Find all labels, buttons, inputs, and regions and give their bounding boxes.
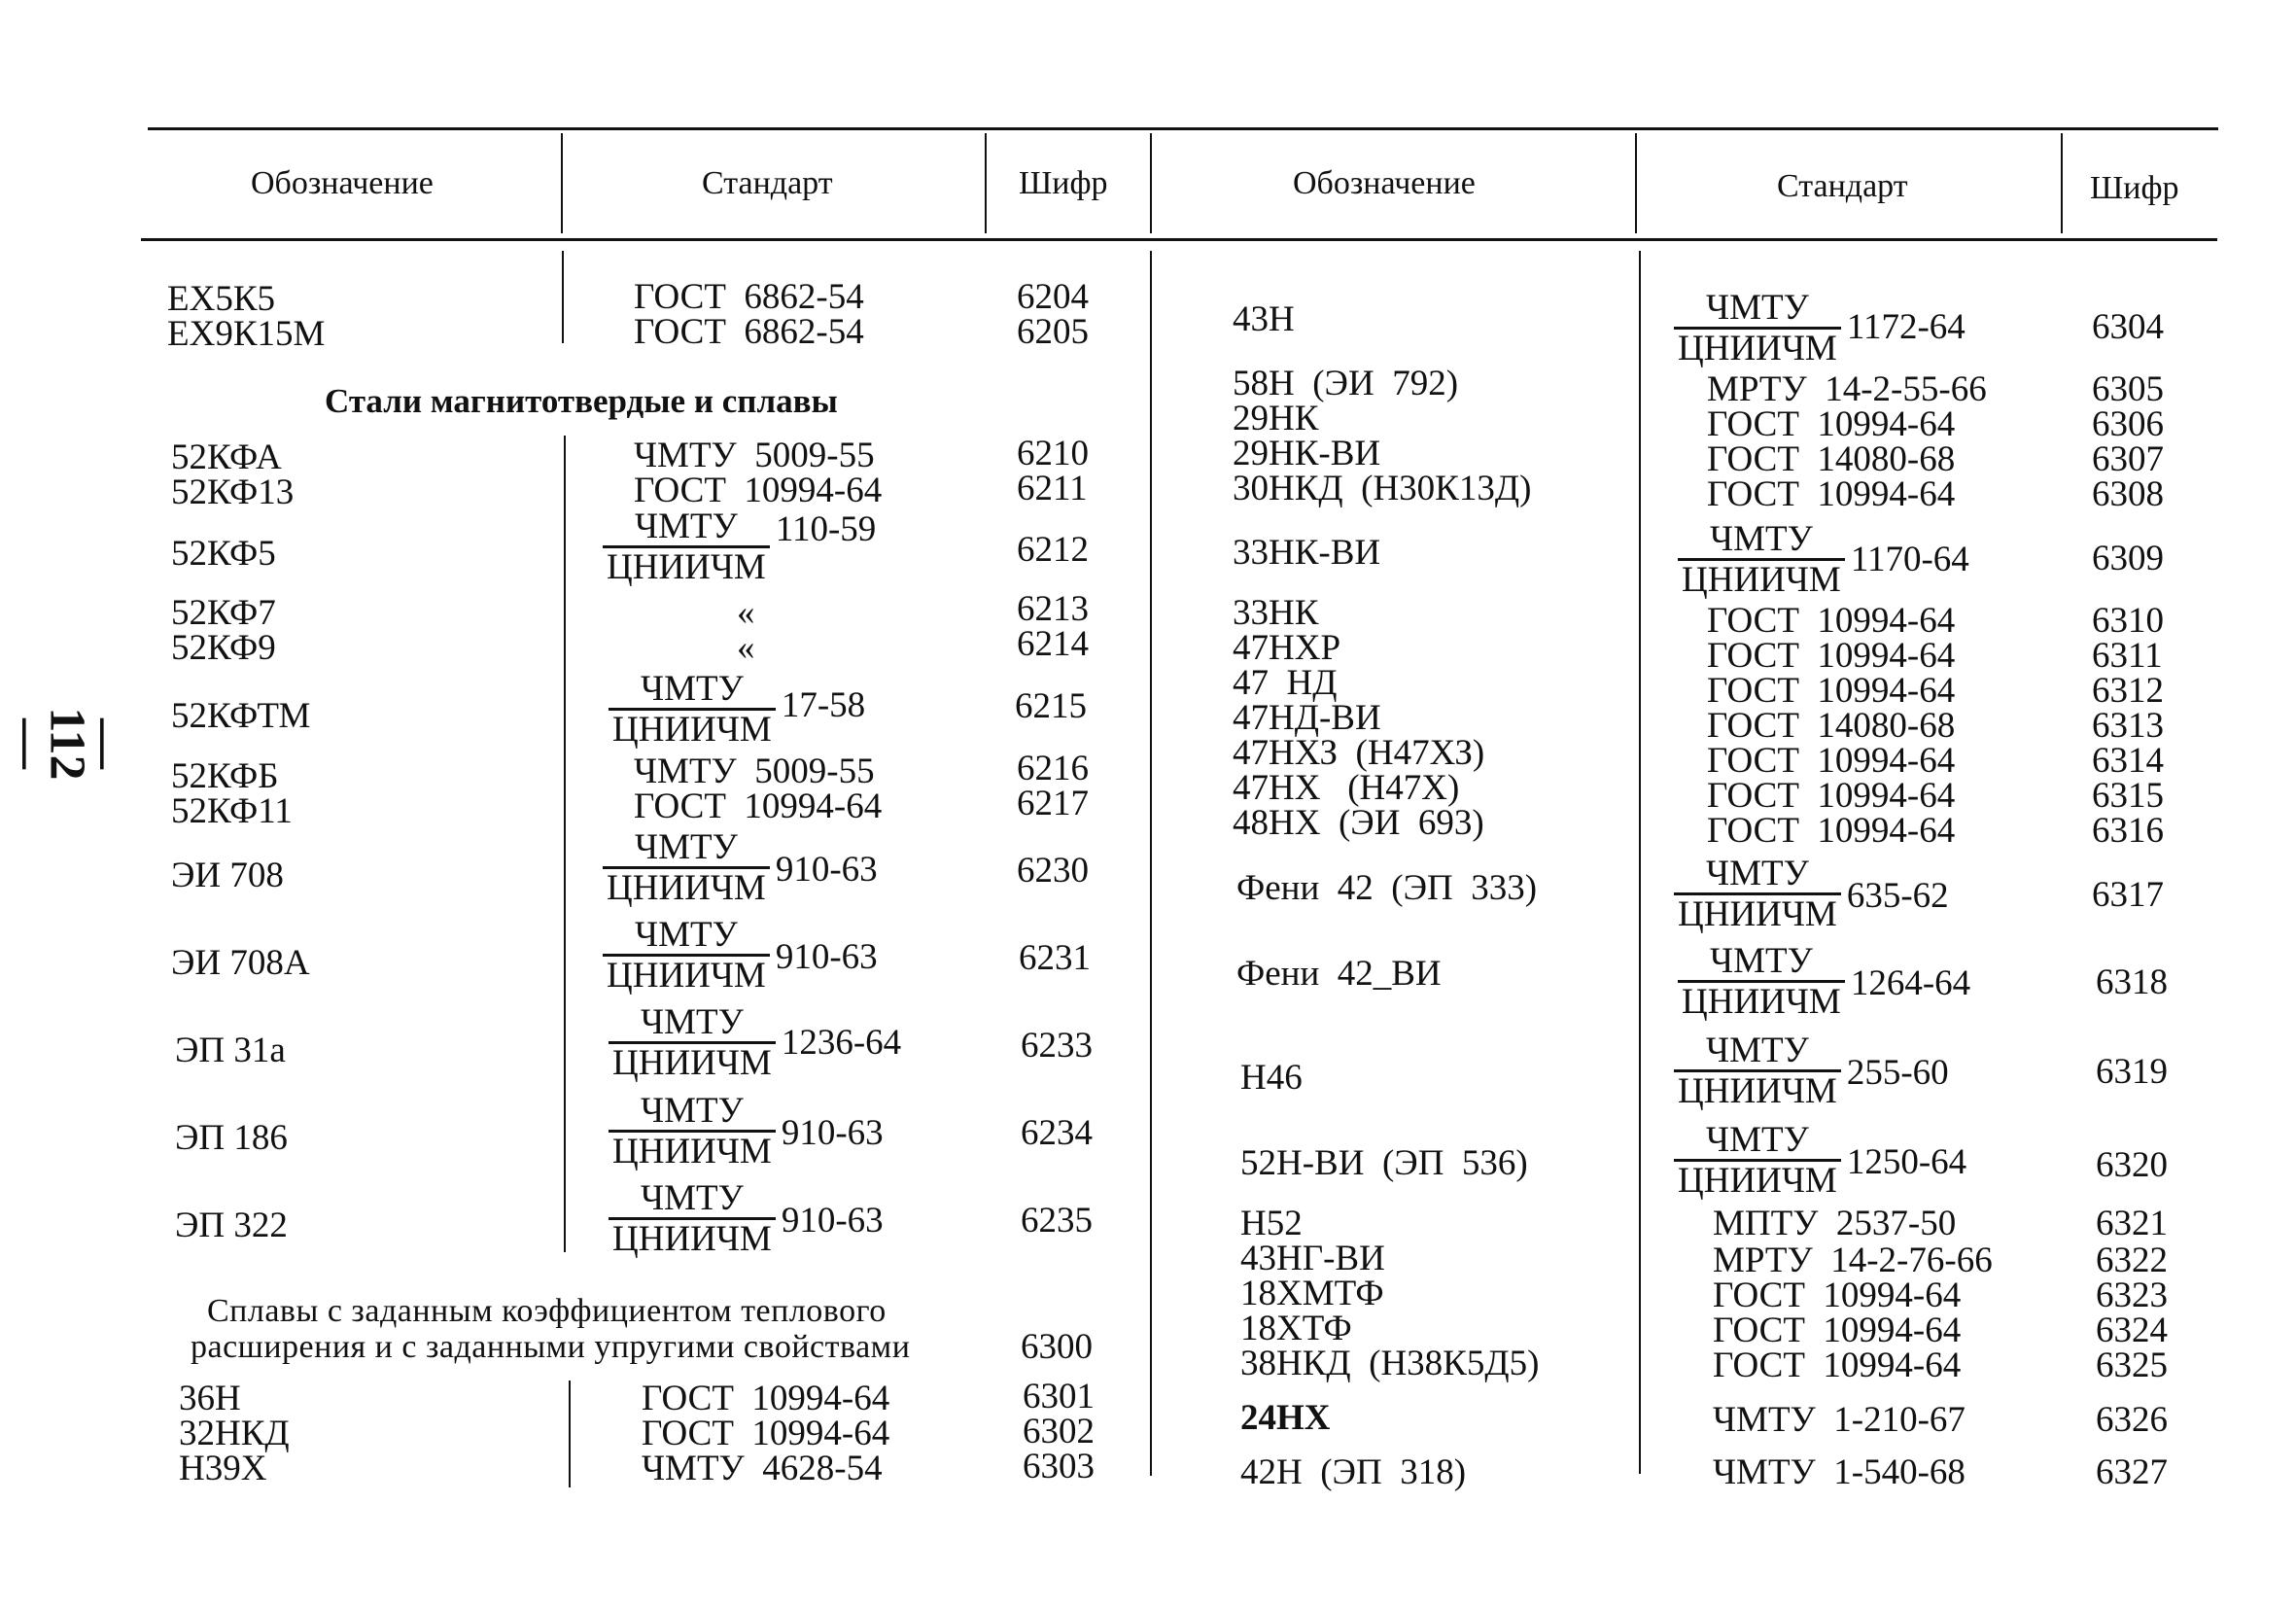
designation: 52КФ5 bbox=[171, 534, 276, 574]
header-designation-left: Обозначение bbox=[251, 165, 434, 201]
designation: 24НХ bbox=[1240, 1398, 1331, 1438]
designation: Н52 bbox=[1240, 1204, 1303, 1243]
designation: Фени 42_ВИ bbox=[1236, 954, 1442, 994]
fraction-number: 910-63 bbox=[775, 937, 878, 977]
header-sep bbox=[2061, 133, 2063, 233]
designation: 58Н (ЭИ 792) bbox=[1233, 364, 1459, 403]
code: 6319 bbox=[2096, 1052, 2168, 1092]
header-standard-left: Стандарт bbox=[702, 165, 833, 201]
designation: 52КФ7 bbox=[171, 593, 276, 633]
standard-fraction bbox=[1674, 290, 1966, 368]
standard-fraction bbox=[603, 508, 876, 587]
designation: ЭП 186 bbox=[175, 1118, 288, 1158]
header-standard-right: Стандарт bbox=[1777, 168, 1908, 204]
code: 6210 bbox=[1017, 434, 1089, 473]
standard: ГОСТ 10994-64 bbox=[1707, 776, 1956, 816]
code: 6320 bbox=[2096, 1145, 2168, 1185]
designation: ЭП 322 bbox=[175, 1206, 288, 1245]
code: 6313 bbox=[2092, 706, 2164, 746]
designation: 52КФ13 bbox=[171, 472, 295, 512]
code: 6230 bbox=[1017, 851, 1089, 891]
standard-fraction bbox=[1678, 521, 1969, 600]
designation: 42Н (ЭП 318) bbox=[1240, 1452, 1467, 1492]
code: 6303 bbox=[1023, 1447, 1095, 1486]
standard: ГОСТ 6862-54 bbox=[634, 277, 864, 317]
standard: ГОСТ 10994-64 bbox=[642, 1414, 890, 1453]
fraction-denominator: ЦНИИЧМ bbox=[1674, 1069, 1841, 1111]
designation: Фени 42 (ЭП 333) bbox=[1236, 868, 1538, 908]
fraction-number: 635-62 bbox=[1846, 876, 1949, 916]
fraction-numerator: ЧМТУ bbox=[641, 1002, 744, 1042]
designation: 18ХМТФ bbox=[1240, 1274, 1384, 1313]
fraction-denominator: ЦНИИЧМ bbox=[609, 1217, 776, 1259]
fraction-denominator: ЦНИИЧМ bbox=[1678, 980, 1845, 1022]
fraction-numerator: ЧМТУ bbox=[1706, 288, 1809, 328]
fraction-number: 1236-64 bbox=[781, 1023, 902, 1063]
body-sep-left bbox=[569, 1381, 571, 1487]
standard: « bbox=[737, 628, 755, 668]
fraction-denominator: ЦНИИЧМ bbox=[1678, 558, 1845, 600]
standard-fraction bbox=[603, 829, 878, 908]
designation: 52Н-ВИ (ЭП 536) bbox=[1240, 1143, 1528, 1183]
code: 6234 bbox=[1021, 1113, 1093, 1153]
standard: ГОСТ 10994-64 bbox=[1713, 1311, 1962, 1350]
standard: ГОСТ 10994-64 bbox=[1707, 474, 1956, 514]
fraction-number: 1250-64 bbox=[1846, 1142, 1967, 1182]
designation: 18ХТФ bbox=[1240, 1309, 1352, 1348]
designation: 33НК bbox=[1233, 593, 1319, 633]
header-sep bbox=[1635, 133, 1637, 233]
header-bottom-rule bbox=[141, 238, 2217, 241]
code: 6304 bbox=[2092, 307, 2164, 347]
designation: 52КФ11 bbox=[171, 791, 293, 831]
fraction-numerator: ЧМТУ bbox=[1710, 941, 1813, 981]
fraction-denominator: ЦНИИЧМ bbox=[603, 866, 770, 908]
designation: 47НХР bbox=[1233, 628, 1341, 668]
fraction-numerator: ЧМТУ bbox=[641, 1178, 744, 1218]
code: 6231 bbox=[1019, 938, 1091, 978]
code: 6301 bbox=[1023, 1377, 1095, 1416]
code: 6309 bbox=[2092, 539, 2164, 578]
standard: МРТУ 14-2-76-66 bbox=[1713, 1241, 1993, 1280]
fraction-numerator: ЧМТУ bbox=[1706, 1120, 1809, 1160]
code: 6215 bbox=[1015, 686, 1087, 726]
body-sep-middle bbox=[1150, 251, 1152, 1476]
code: 6302 bbox=[1023, 1412, 1095, 1451]
code: 6325 bbox=[2096, 1346, 2168, 1385]
code: 6322 bbox=[2096, 1241, 2168, 1280]
fraction-denominator: ЦНИИЧМ bbox=[1674, 892, 1841, 934]
body-sep-left bbox=[562, 251, 564, 343]
designation: 43НГ-ВИ bbox=[1240, 1239, 1385, 1278]
section-title: Сплавы с заданным коэффициентом теплового bbox=[207, 1293, 887, 1329]
fraction-numerator: ЧМТУ bbox=[635, 507, 738, 546]
standard: ГОСТ 10994-64 bbox=[634, 471, 883, 510]
header-sep bbox=[985, 133, 987, 233]
code: 6204 bbox=[1017, 277, 1089, 317]
fraction-denominator: ЦНИИЧМ bbox=[609, 1130, 776, 1171]
standard-fraction bbox=[1678, 943, 1970, 1022]
fraction-number: 910-63 bbox=[775, 850, 878, 890]
standard-fraction bbox=[609, 1180, 884, 1259]
standard: ГОСТ 10994-64 bbox=[1707, 741, 1956, 781]
fraction-numerator: ЧМТУ bbox=[1706, 1031, 1809, 1070]
header-designation-right: Обозначение bbox=[1293, 165, 1476, 201]
code: 6308 bbox=[2092, 474, 2164, 514]
body-sep-right bbox=[1639, 251, 1641, 1474]
designation: ЭП 31а bbox=[175, 1031, 286, 1070]
standard-fraction bbox=[1674, 1122, 1966, 1201]
header-code-left: Шифр bbox=[1019, 165, 1108, 201]
designation: 47НД-ВИ bbox=[1233, 698, 1381, 738]
standard: ЧМТУ 1-210-67 bbox=[1713, 1400, 1966, 1440]
fraction-number: 1264-64 bbox=[1850, 963, 1971, 1003]
standard: ЧМТУ 5009-55 bbox=[634, 752, 875, 791]
code: 6235 bbox=[1021, 1201, 1093, 1241]
standard-fraction bbox=[1674, 856, 1949, 934]
fraction-denominator: ЦНИИЧМ bbox=[1674, 327, 1841, 368]
fraction-number: 1170-64 bbox=[1850, 540, 1969, 579]
fraction-denominator: ЦНИИЧМ bbox=[1674, 1159, 1841, 1201]
code: 6306 bbox=[2092, 404, 2164, 444]
code: 6315 bbox=[2092, 776, 2164, 816]
standard-fraction bbox=[609, 671, 865, 750]
section-title: расширения и с заданными упругими свойствами bbox=[191, 1329, 911, 1365]
fraction-numerator: ЧМТУ bbox=[1706, 854, 1809, 893]
code: 6205 bbox=[1017, 312, 1089, 352]
designation: 52КФТМ bbox=[171, 696, 311, 736]
designation: 30НКД (Н30К13Д) bbox=[1233, 469, 1532, 508]
standard: « bbox=[737, 593, 755, 633]
code: 6211 bbox=[1017, 469, 1088, 508]
code: 6317 bbox=[2092, 875, 2164, 915]
code: 6312 bbox=[2092, 671, 2164, 711]
designation: 48НХ (ЭИ 693) bbox=[1233, 803, 1484, 843]
designation: 33НК-ВИ bbox=[1233, 533, 1381, 573]
code: 6327 bbox=[2096, 1452, 2168, 1492]
standard: ЧМТУ 1-540-68 bbox=[1713, 1452, 1966, 1492]
code: 6216 bbox=[1017, 749, 1089, 788]
fraction-numerator: ЧМТУ bbox=[1710, 519, 1813, 559]
code: 6326 bbox=[2096, 1400, 2168, 1440]
designation: 52КФА bbox=[171, 437, 282, 477]
standard-fraction bbox=[609, 1093, 884, 1171]
designation: 36Н bbox=[179, 1379, 241, 1418]
standard: ГОСТ 10994-64 bbox=[1713, 1346, 1962, 1385]
standard: ГОСТ 6862-54 bbox=[634, 312, 864, 352]
standard: ГОСТ 14080-68 bbox=[1707, 706, 1956, 746]
fraction-denominator: ЦНИИЧМ bbox=[609, 1041, 776, 1083]
designation: 32НКД bbox=[179, 1414, 290, 1453]
section-code: 6300 bbox=[1021, 1327, 1093, 1367]
code: 6314 bbox=[2092, 741, 2164, 781]
code: 6305 bbox=[2092, 369, 2164, 409]
designation: 47 НД bbox=[1233, 663, 1338, 703]
standard: ГОСТ 10994-64 bbox=[634, 787, 883, 826]
fraction-denominator: ЦНИИЧМ bbox=[603, 545, 770, 587]
fraction-numerator: ЧМТУ bbox=[635, 827, 738, 867]
standard: МПТУ 2537-50 bbox=[1713, 1204, 1957, 1243]
body-sep-left bbox=[564, 436, 566, 1252]
code: 6233 bbox=[1021, 1026, 1093, 1066]
designation: 52КФ9 bbox=[171, 628, 276, 668]
header-sep bbox=[1150, 133, 1152, 233]
designation: Н39Х bbox=[179, 1449, 267, 1488]
code: 6212 bbox=[1017, 530, 1089, 570]
standard: ГОСТ 10994-64 bbox=[1707, 811, 1956, 851]
standard-fraction bbox=[609, 1004, 901, 1083]
designation: 52КФБ bbox=[171, 756, 279, 796]
code: 6310 bbox=[2092, 601, 2164, 641]
fraction-denominator: ЦНИИЧМ bbox=[609, 708, 776, 750]
fraction-number: 110-59 bbox=[775, 509, 877, 549]
fraction-numerator: ЧМТУ bbox=[641, 1091, 744, 1131]
standard: ЧМТУ 4628-54 bbox=[642, 1449, 883, 1488]
fraction-number: 1172-64 bbox=[1846, 307, 1966, 347]
section-title: Стали магнитотвердые и сплавы bbox=[325, 382, 838, 420]
standard: ГОСТ 10994-64 bbox=[1713, 1276, 1962, 1315]
standard-fraction bbox=[1674, 1032, 1949, 1111]
fraction-number: 910-63 bbox=[781, 1113, 884, 1153]
page-number: —112— bbox=[0, 707, 134, 781]
code: 6214 bbox=[1017, 624, 1089, 664]
code: 6324 bbox=[2096, 1311, 2168, 1350]
fraction-number: 910-63 bbox=[781, 1201, 884, 1241]
designation: 43Н bbox=[1233, 299, 1295, 339]
code: 6323 bbox=[2096, 1276, 2168, 1315]
code: 6318 bbox=[2096, 962, 2168, 1002]
code: 6311 bbox=[2092, 636, 2163, 676]
standard-fraction bbox=[603, 917, 878, 996]
designation: 47НХ (Н47Х) bbox=[1233, 768, 1460, 808]
header-code-right: Шифр bbox=[2090, 170, 2179, 206]
code: 6213 bbox=[1017, 589, 1089, 629]
standard: ГОСТ 10994-64 bbox=[1707, 601, 1956, 641]
fraction-numerator: ЧМТУ bbox=[635, 915, 738, 955]
code: 6217 bbox=[1017, 784, 1089, 823]
designation: Н46 bbox=[1240, 1058, 1303, 1098]
designation: ЭИ 708 bbox=[171, 856, 284, 895]
code: 6316 bbox=[2092, 811, 2164, 851]
fraction-number: 255-60 bbox=[1846, 1053, 1949, 1093]
standard: МРТУ 14-2-55-66 bbox=[1707, 369, 1987, 409]
designation: ЕХ5К5 bbox=[167, 279, 275, 319]
fraction-number: 17-58 bbox=[781, 685, 866, 725]
standard: ГОСТ 10994-64 bbox=[1707, 636, 1956, 676]
code: 6307 bbox=[2092, 439, 2164, 479]
code: 6321 bbox=[2096, 1204, 2168, 1243]
standard: ГОСТ 10994-64 bbox=[642, 1379, 890, 1418]
fraction-denominator: ЦНИИЧМ bbox=[603, 954, 770, 996]
standard: ГОСТ 10994-64 bbox=[1707, 404, 1956, 444]
standard: ЧМТУ 5009-55 bbox=[634, 436, 875, 475]
designation: 29НК-ВИ bbox=[1233, 434, 1381, 473]
designation: 47НХЗ (Н47ХЗ) bbox=[1233, 733, 1485, 773]
fraction-numerator: ЧМТУ bbox=[641, 669, 744, 709]
standard: ГОСТ 14080-68 bbox=[1707, 439, 1956, 479]
designation: ЕХ9К15М bbox=[167, 314, 326, 354]
top-rule bbox=[148, 127, 2218, 130]
header-sep bbox=[561, 133, 563, 233]
designation: 38НКД (Н38К5Д5) bbox=[1240, 1344, 1540, 1383]
standard: ГОСТ 10994-64 bbox=[1707, 671, 1956, 711]
designation: ЭИ 708А bbox=[171, 943, 310, 983]
designation: 29НК bbox=[1233, 399, 1319, 438]
